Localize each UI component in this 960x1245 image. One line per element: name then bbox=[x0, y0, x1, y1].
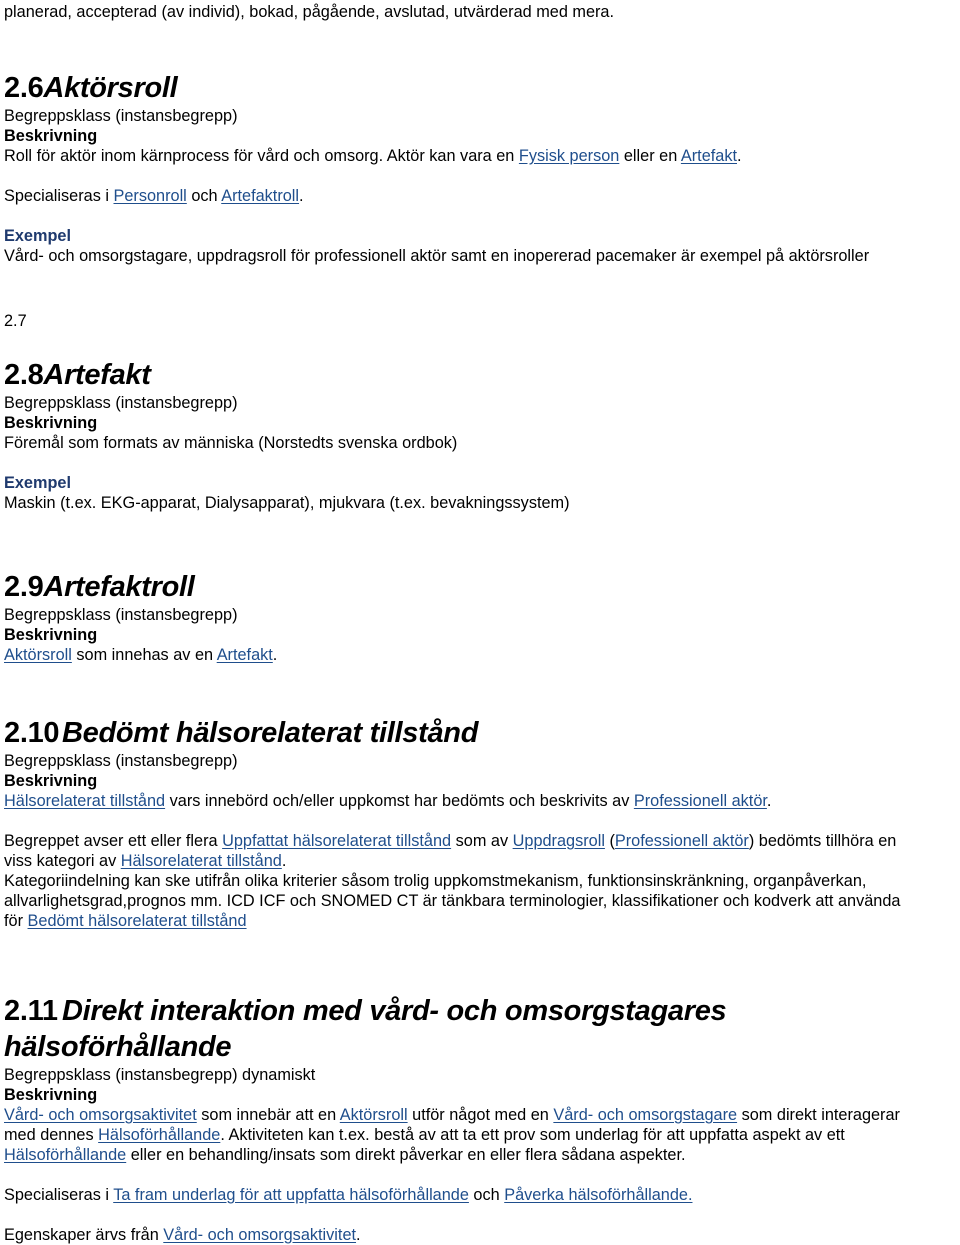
description-label: Beskrivning bbox=[4, 772, 98, 790]
text-run: . bbox=[737, 147, 742, 165]
text-run: Specialiseras i bbox=[4, 187, 114, 205]
concept-class: Begreppsklass (instansbegrepp) bbox=[4, 394, 238, 412]
text-run: som innehas av en bbox=[71, 646, 217, 664]
concept-class: Begreppsklass (instansbegrepp) bbox=[4, 752, 238, 770]
text-run: . bbox=[299, 187, 304, 205]
link-halsorelaterat-tillstand[interactable]: Hälsorelaterat tillstånd bbox=[4, 792, 166, 810]
text-run: som direkt interagerar bbox=[737, 1106, 900, 1124]
concept-class: Begreppsklass (instansbegrepp) dynamiskt bbox=[4, 1066, 316, 1084]
link-personroll[interactable]: Personroll bbox=[113, 187, 187, 205]
link-paverka-halsoforhallande[interactable]: Påverka hälsoförhållande. bbox=[504, 1186, 693, 1204]
specialization-text bbox=[4, 1185, 954, 1205]
section-2-11 bbox=[4, 993, 954, 1245]
link-professionell-aktor[interactable]: Professionell aktör bbox=[633, 792, 767, 810]
link-professionell-aktor[interactable]: Professionell aktör bbox=[614, 832, 749, 850]
link-uppdragsroll[interactable]: Uppdragsroll bbox=[512, 832, 605, 850]
text-run: som innebär att en bbox=[196, 1106, 340, 1124]
text-run: Begreppet avser ett eller flera bbox=[4, 832, 223, 850]
text-run: för bbox=[4, 912, 28, 930]
link-artefakt[interactable]: Artefakt bbox=[680, 147, 737, 165]
text-run: eller en behandling/insats som direkt påverkar en eller flera sådana aspekter. bbox=[126, 1146, 686, 1164]
description-label: Beskrivning bbox=[4, 626, 98, 644]
section-number: 2.6 bbox=[4, 72, 44, 104]
paragraph-line: Kategoriindelning kan ske utifrån olika kriterier såsom trolig uppkomstmekanism, funktionsinskränkning, organpåverkan, bbox=[4, 872, 867, 890]
section-heading bbox=[4, 70, 869, 106]
section-title: Artefakt bbox=[43, 359, 151, 391]
section-title: Bedömt hälsorelaterat tillstånd bbox=[62, 717, 479, 749]
top-text-line: planerad, accepterad (av individ), bokad, pågående, avslutad, utvärderad med mera. bbox=[4, 3, 615, 21]
section-heading bbox=[4, 357, 570, 393]
description-label: Beskrivning bbox=[4, 127, 98, 145]
text-run: . Aktiviteten kan t.ex. bestå av att ta ett prov som underlag för att uppfatta aspekt av ett bbox=[220, 1126, 845, 1144]
text-run: och bbox=[186, 187, 222, 205]
section-number: 2.8 bbox=[4, 359, 44, 391]
text-run: som av bbox=[451, 832, 513, 850]
link-artefaktroll[interactable]: Artefaktroll bbox=[221, 187, 300, 205]
link-aktorsroll[interactable]: Aktörsroll bbox=[339, 1106, 408, 1124]
description-label: Beskrivning bbox=[4, 1086, 98, 1104]
example-text: Maskin (t.ex. EKG-apparat, Dialysapparat), mjukvara (t.ex. bevakningssystem) bbox=[4, 494, 570, 512]
section-heading bbox=[4, 715, 900, 751]
example-text: Vård- och omsorgstagare, uppdragsroll för professionell aktör samt en inopererad pacemaker är exempel på aktörsroller bbox=[4, 247, 870, 265]
link-halsoforhallande[interactable]: Hälsoförhållande bbox=[98, 1126, 221, 1144]
paragraph-line bbox=[4, 851, 900, 871]
paragraph-line bbox=[4, 1125, 954, 1145]
description-label: Beskrivning bbox=[4, 414, 98, 432]
link-vard-och-omsorgsaktivitet[interactable]: Vård- och omsorgsaktivitet bbox=[4, 1106, 197, 1124]
text-run: . bbox=[356, 1226, 361, 1244]
text-run: Specialiseras i bbox=[4, 1186, 114, 1204]
link-halsorelaterat-tillstand[interactable]: Hälsorelaterat tillstånd bbox=[120, 852, 282, 870]
link-vard-och-omsorgsaktivitet[interactable]: Vård- och omsorgsaktivitet bbox=[163, 1226, 357, 1244]
text-run: viss kategori av bbox=[4, 852, 121, 870]
section-number: 2.11 bbox=[4, 995, 58, 1027]
text-run: ( bbox=[604, 832, 615, 850]
section-title: Aktörsroll bbox=[43, 72, 178, 104]
text-run: och bbox=[468, 1186, 505, 1204]
paragraph-line bbox=[4, 1105, 954, 1125]
paragraph-line bbox=[4, 831, 900, 851]
text-run: . bbox=[272, 646, 278, 664]
link-artefakt[interactable]: Artefakt bbox=[216, 646, 273, 664]
link-vard-och-omsorgstagare[interactable]: Vård- och omsorgstagare bbox=[553, 1106, 738, 1124]
text-run: med dennes bbox=[4, 1126, 99, 1144]
section-2-9 bbox=[4, 569, 277, 665]
text-run: ) bedömts tillhöra en bbox=[748, 832, 897, 850]
link-fysisk-person[interactable]: Fysisk person bbox=[518, 147, 620, 165]
description-text bbox=[4, 146, 869, 166]
paragraph-line bbox=[4, 911, 900, 931]
section-2-6 bbox=[4, 70, 869, 266]
section-2-7-number: 2.7 bbox=[4, 312, 27, 330]
example-label: Exempel bbox=[4, 474, 71, 492]
section-2-8 bbox=[4, 357, 570, 513]
description-text bbox=[4, 791, 900, 811]
link-ta-fram-underlag[interactable]: Ta fram underlag för att uppfatta hälsoförhållande bbox=[113, 1186, 469, 1204]
paragraph-line bbox=[4, 1145, 954, 1165]
text-run: Roll för aktör inom kärnprocess för vård och omsorg. Aktör kan vara en bbox=[4, 147, 519, 165]
concept-class: Begreppsklass (instansbegrepp) bbox=[4, 107, 238, 125]
example-label: Exempel bbox=[4, 227, 71, 245]
specialization-text bbox=[4, 186, 869, 206]
text-run: utför något med en bbox=[407, 1106, 554, 1124]
link-bedomt-halsorelaterat-tillstand[interactable]: Bedömt hälsorelaterat tillstånd bbox=[27, 912, 247, 930]
text-run: vars innebörd och/eller uppkomst har bedömts och beskrivits av bbox=[165, 792, 634, 810]
description-text: Föremål som formats av människa (Norstedts svenska ordbok) bbox=[4, 434, 458, 452]
text-run: . bbox=[766, 792, 772, 810]
text-run: Egenskaper ärvs från bbox=[4, 1226, 164, 1244]
section-heading bbox=[4, 993, 954, 1065]
section-number: 2.10 bbox=[4, 717, 60, 749]
description-text bbox=[4, 645, 277, 665]
text-run: eller en bbox=[619, 147, 681, 165]
link-uppfattat-halsorelaterat-tillstand[interactable]: Uppfattat hälsorelaterat tillstånd bbox=[222, 832, 452, 850]
section-number: 2.9 bbox=[4, 571, 44, 603]
section-2-10 bbox=[4, 715, 900, 931]
section-title: Direkt interaktion med vård- och omsorgstagares hälsoförhållande bbox=[4, 995, 727, 1063]
inheritance-text bbox=[4, 1225, 954, 1245]
section-title: Artefaktroll bbox=[43, 571, 195, 603]
link-aktorsroll[interactable]: Aktörsroll bbox=[4, 646, 72, 664]
link-halsoforhallande[interactable]: Hälsoförhållande bbox=[4, 1146, 127, 1164]
concept-class: Begreppsklass (instansbegrepp) bbox=[4, 606, 238, 624]
text-run: . bbox=[281, 852, 287, 870]
section-heading bbox=[4, 569, 277, 605]
paragraph-line: allvarlighetsgrad,prognos mm. ICD ICF och SNOMED CT är tänkbara terminologier, klassifikationer och kodverk att använda bbox=[4, 892, 901, 910]
